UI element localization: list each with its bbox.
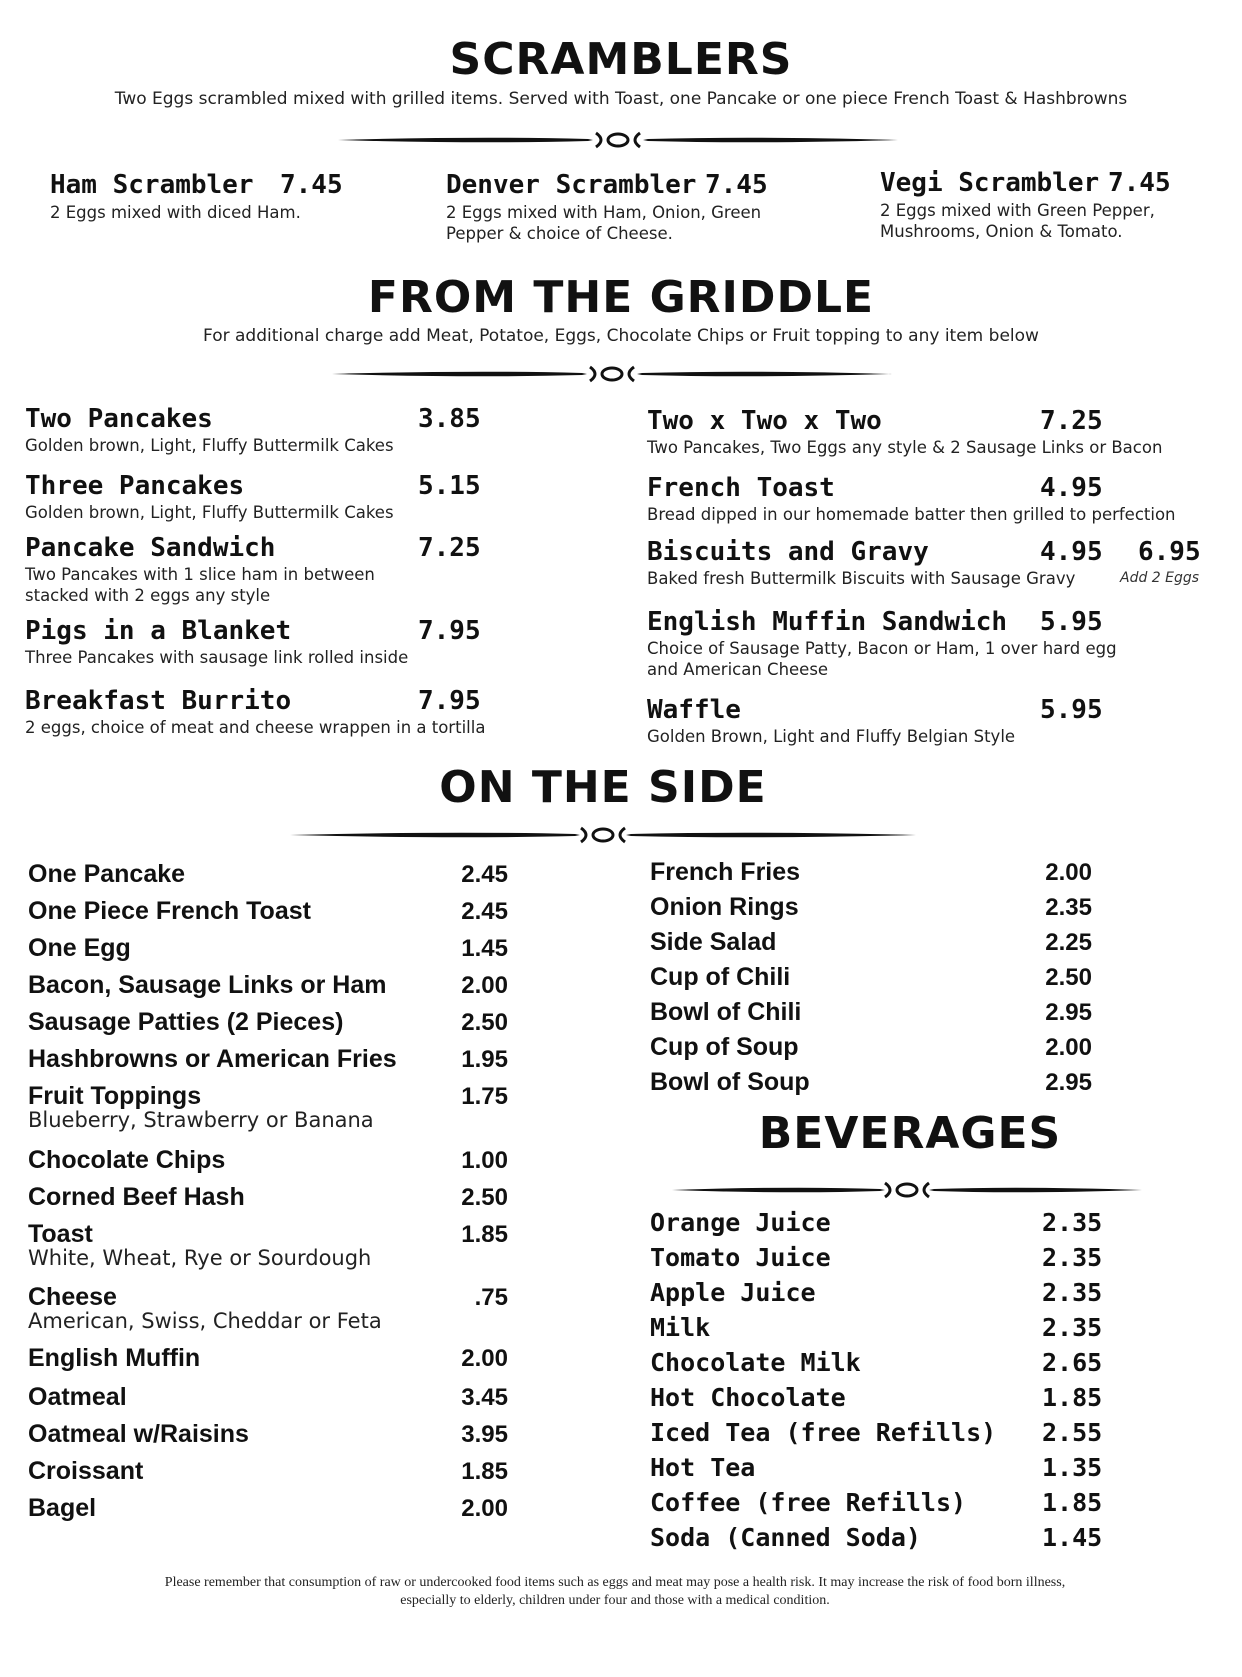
beverage-name: Coffee (free Refills) [650, 1488, 967, 1517]
side-item-name: Fruit Toppings [28, 1082, 202, 1110]
item-description: Baked fresh Buttermilk Biscuits with Sausage Gravy [647, 569, 1076, 588]
side-item-name: Bacon, Sausage Links or Ham [28, 971, 387, 999]
side-item-description: Blueberry, Strawberry or Banana [28, 1108, 374, 1132]
item-price: 7.95 [418, 616, 481, 646]
scramblers-subtitle: Two Eggs scrambled mixed with grilled items. Served with Toast, one Pancake or one piece French Toast & Hashbrowns [114, 89, 1128, 109]
side-item-price: 2.50 [461, 1009, 508, 1036]
beverage-price: 2.35 [1042, 1243, 1103, 1272]
side-item-name: Cup of Chili [650, 963, 791, 991]
side-item-description: White, Wheat, Rye or Sourdough [28, 1246, 372, 1270]
item-name: Waffle [647, 695, 741, 725]
side-item-name: Croissant [28, 1457, 144, 1485]
item-name: Two Pancakes [25, 404, 213, 434]
disclaimer-line-2: especially to elderly, children under four and those with a medical condition. [400, 1593, 830, 1608]
beverage-name: Iced Tea (free Refills) [650, 1418, 997, 1447]
side-item-name: Oatmeal w/Raisins [28, 1420, 249, 1448]
beverage-name: Soda (Canned Soda) [650, 1523, 921, 1552]
side-item-name: One Pancake [28, 860, 186, 888]
griddle-subtitle: For additional charge add Meat, Potatoe, Eggs, Chocolate Chips or Fruit topping to any item below [203, 326, 1039, 346]
item-name: English Muffin Sandwich [647, 607, 1008, 637]
side-item-name: Sausage Patties (2 Pieces) [28, 1008, 344, 1036]
item-description: Golden Brown, Light and Fluffy Belgian Style [647, 727, 1016, 746]
side-item-price: 3.45 [461, 1384, 508, 1411]
side-item-price: 2.45 [461, 898, 508, 925]
side-item-name: Chocolate Chips [28, 1146, 226, 1174]
item-name: Biscuits and Gravy [647, 537, 929, 567]
ornament-divider [672, 1178, 1142, 1202]
side-item-price: 2.00 [461, 1345, 508, 1372]
item-name: Pigs in a Blanket [25, 616, 292, 646]
side-item-name: English Muffin [28, 1344, 201, 1372]
item-price: 7.25 [418, 533, 481, 563]
beverage-name: Milk [650, 1313, 711, 1342]
side-item-price: 2.00 [1045, 859, 1092, 886]
side-item-price: 2.45 [461, 861, 508, 888]
item-price: 4.95 [1040, 537, 1103, 567]
ornament-divider [332, 362, 892, 386]
side-item-price: 1.95 [461, 1046, 508, 1073]
side-item-price: 2.95 [1045, 1069, 1092, 1096]
scramblers-title: SCRAMBLERS [449, 34, 793, 85]
side-item-name: Cup of Soup [650, 1033, 799, 1061]
item-description: Choice of Sausage Patty, Bacon or Ham, 1 over hard egg and American Cheese [647, 639, 1117, 679]
side-item-price: 2.00 [461, 1495, 508, 1522]
beverage-name: Orange Juice [650, 1208, 831, 1237]
disclaimer-line-1: Please remember that consumption of raw or undercooked food items such as eggs and meat may pose a health risk. It may increase the risk of food born illness, [164, 1575, 1066, 1590]
item-price: 7.45 [280, 170, 343, 200]
side-item-name: Bowl of Soup [650, 1068, 810, 1096]
side-item-price: 2.50 [1045, 964, 1092, 991]
side-item-name: Onion Rings [650, 893, 799, 921]
side-item-name: Bagel [28, 1494, 97, 1522]
item-name: Vegi Scrambler [880, 168, 1100, 198]
side-item-price: 1.85 [461, 1221, 508, 1248]
item-price: 5.95 [1040, 695, 1103, 725]
item-description: 2 Eggs mixed with Ham, Onion, Green Pepper & choice of Cheese. [446, 203, 762, 243]
beverage-price: 1.35 [1042, 1453, 1103, 1482]
item-description: 2 Eggs mixed with diced Ham. [50, 203, 301, 222]
beverage-price: 1.85 [1042, 1488, 1103, 1517]
ornament-divider [338, 128, 898, 152]
beverage-price: 1.85 [1042, 1383, 1103, 1412]
side-item-name: Corned Beef Hash [28, 1183, 245, 1211]
side-item-name: French Fries [650, 858, 801, 886]
beverages-title: BEVERAGES [758, 1108, 1062, 1159]
side-item-name: Cheese [28, 1283, 117, 1311]
item-name: Breakfast Burrito [25, 686, 292, 716]
add-eggs-note: Add 2 Eggs [1120, 570, 1200, 586]
side-item-name: Hashbrowns or American Fries [28, 1045, 397, 1073]
item-price: 4.95 [1040, 473, 1103, 503]
side-item-price: 2.95 [1045, 999, 1092, 1026]
item-description: 2 Eggs mixed with Green Pepper, Mushrooms, Onion & Tomato. [880, 201, 1155, 241]
beverage-price: 1.45 [1042, 1523, 1103, 1552]
item-price-with-eggs: 6.95 [1138, 537, 1201, 567]
item-price: 7.95 [418, 686, 481, 716]
item-description: Golden brown, Light, Fluffy Buttermilk Cakes [25, 503, 394, 522]
beverage-name: Hot Tea [650, 1453, 756, 1482]
beverage-name: Chocolate Milk [650, 1348, 861, 1377]
side-item-name: Side Salad [650, 928, 777, 956]
item-description: Two Pancakes, Two Eggs any style & 2 Sausage Links or Bacon [647, 438, 1163, 457]
side-item-price: 1.75 [461, 1083, 508, 1110]
side-item-price: 2.00 [1045, 1034, 1092, 1061]
beverage-name: Apple Juice [650, 1278, 816, 1307]
side-item-price: 1.00 [461, 1147, 508, 1174]
item-name: Denver Scrambler [446, 170, 697, 200]
item-price: 5.95 [1040, 607, 1103, 637]
item-price: 7.25 [1040, 406, 1103, 436]
item-price: 3.85 [418, 404, 481, 434]
item-name: Pancake Sandwich [25, 533, 276, 563]
beverage-name: Tomato Juice [650, 1243, 831, 1272]
side-item-name: One Egg [28, 934, 131, 962]
item-price: 5.15 [418, 471, 481, 501]
side-item-name: Oatmeal [28, 1383, 127, 1411]
item-name: Ham Scrambler [50, 170, 254, 200]
health-disclaimer [60, 1574, 1170, 1610]
griddle-title: FROM THE GRIDDLE [367, 272, 875, 323]
item-description: 2 eggs, choice of meat and cheese wrappen in a tortilla [25, 718, 486, 737]
side-item-price: 2.50 [461, 1184, 508, 1211]
beverage-price: 2.55 [1042, 1418, 1103, 1447]
side-item-price: 2.35 [1045, 894, 1092, 921]
side-item-name: Bowl of Chili [650, 998, 802, 1026]
side-item-price: 1.45 [461, 935, 508, 962]
item-description: Bread dipped in our homemade batter then grilled to perfection [647, 505, 1176, 524]
side-title: ON THE SIDE [439, 762, 767, 813]
beverage-price: 2.35 [1042, 1208, 1103, 1237]
item-price: 7.45 [705, 170, 768, 200]
item-description: Golden brown, Light, Fluffy Buttermilk Cakes [25, 436, 394, 455]
beverage-name: Hot Chocolate [650, 1383, 846, 1412]
beverage-price: 2.35 [1042, 1313, 1103, 1342]
side-item-price: 2.25 [1045, 929, 1092, 956]
side-item-description: American, Swiss, Cheddar or Feta [28, 1309, 382, 1333]
side-item-name: One Piece French Toast [28, 897, 311, 925]
item-price: 7.45 [1108, 168, 1171, 198]
beverage-price: 2.35 [1042, 1278, 1103, 1307]
item-name: French Toast [647, 473, 835, 503]
ornament-divider [290, 823, 916, 847]
item-name: Two x Two x Two [647, 406, 882, 436]
side-item-price: 3.95 [461, 1421, 508, 1448]
item-name: Three Pancakes [25, 471, 245, 501]
side-item-price: .75 [474, 1284, 508, 1311]
side-item-price: 1.85 [461, 1458, 508, 1485]
item-description: Two Pancakes with 1 slice ham in between stacked with 2 eggs any style [25, 565, 375, 605]
side-item-name: Toast [28, 1220, 93, 1248]
side-item-price: 2.00 [461, 972, 508, 999]
beverage-price: 2.65 [1042, 1348, 1103, 1377]
item-description: Three Pancakes with sausage link rolled inside [25, 648, 409, 667]
